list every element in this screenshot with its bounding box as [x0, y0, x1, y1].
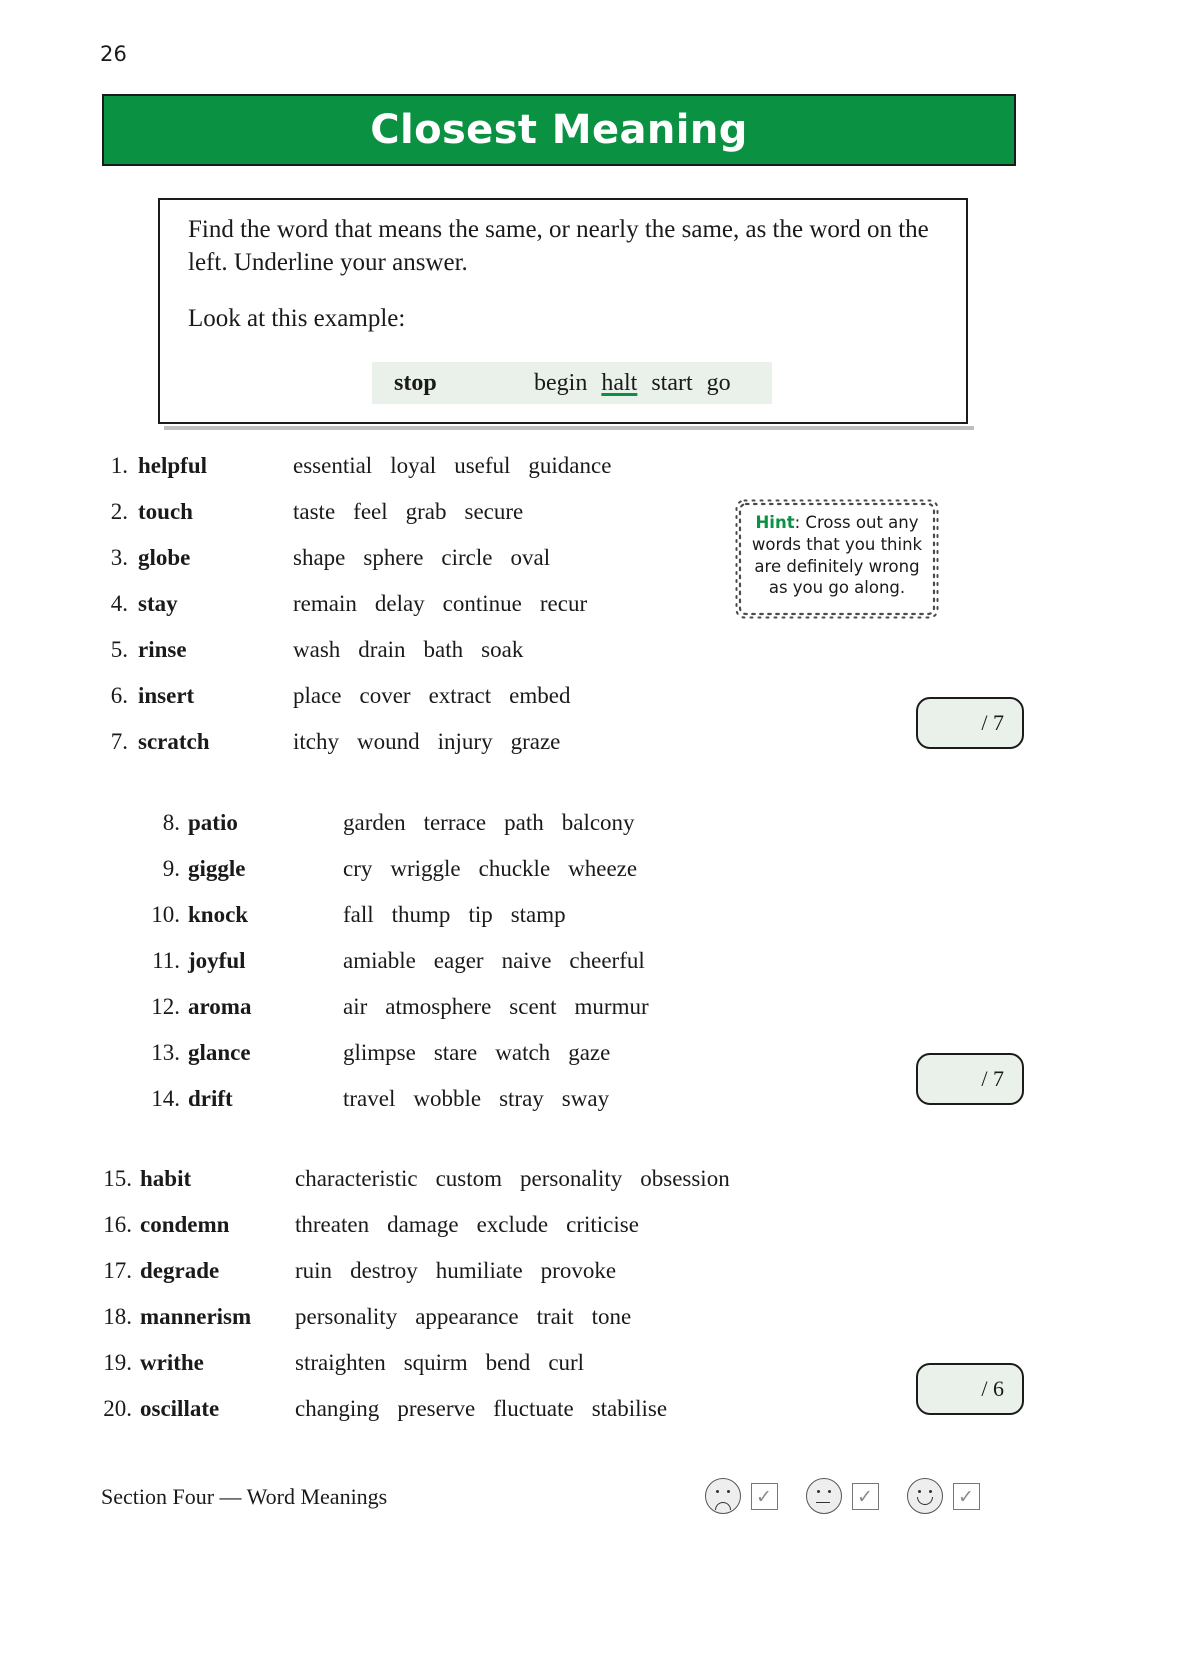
- question-option[interactable]: straighten: [295, 1350, 386, 1375]
- question-number: 5.: [110, 637, 128, 662]
- question-options: [295, 1166, 730, 1192]
- score-box-group-3[interactable]: / 6: [916, 1363, 1024, 1415]
- question-options: [295, 1396, 667, 1422]
- question-number: 13.: [151, 1040, 180, 1065]
- question-row: [100, 637, 611, 683]
- hint-label: Hint: [755, 513, 795, 532]
- question-option[interactable]: sphere: [363, 545, 424, 570]
- question-option[interactable]: extract: [428, 683, 492, 708]
- question-option[interactable]: squirm: [403, 1350, 468, 1375]
- question-option[interactable]: chuckle: [478, 856, 551, 881]
- checkbox-happy[interactable]: [953, 1483, 980, 1510]
- question-headword: condemn: [140, 1212, 230, 1237]
- question-options: [343, 948, 645, 974]
- question-headword: patio: [188, 810, 238, 835]
- question-headword: writhe: [140, 1350, 204, 1375]
- question-option[interactable]: wash: [293, 637, 341, 662]
- question-option[interactable]: cover: [359, 683, 411, 708]
- question-option[interactable]: place: [293, 683, 342, 708]
- question-number: 4.: [110, 591, 128, 616]
- self-assessment-happy[interactable]: [907, 1478, 980, 1514]
- question-option[interactable]: threaten: [295, 1212, 370, 1237]
- question-option[interactable]: grab: [405, 499, 447, 524]
- question-option[interactable]: personality: [295, 1304, 398, 1329]
- question-option[interactable]: personality: [520, 1166, 623, 1191]
- question-option[interactable]: fluctuate: [493, 1396, 574, 1421]
- question-option[interactable]: path: [504, 810, 544, 835]
- eye-left: [918, 1490, 921, 1493]
- instruction-line-2: Look at this example:: [188, 305, 406, 332]
- question-option[interactable]: tip: [468, 902, 493, 927]
- footer-self-assessment: [705, 1478, 980, 1514]
- question-option[interactable]: shape: [293, 545, 346, 570]
- question-number: 2.: [110, 499, 128, 524]
- question-group-1: [100, 453, 611, 775]
- eye-left: [817, 1490, 820, 1493]
- neutral-face-icon: [806, 1478, 842, 1514]
- question-options: [295, 1258, 616, 1284]
- question-row: [100, 1350, 730, 1396]
- question-option[interactable]: murmur: [574, 994, 649, 1019]
- question-headword: touch: [138, 499, 193, 524]
- question-row: [100, 1304, 730, 1350]
- question-row: [148, 994, 649, 1040]
- question-option[interactable]: naive: [501, 948, 552, 973]
- question-option[interactable]: embed: [509, 683, 571, 708]
- question-row: [100, 1166, 730, 1212]
- question-options: [293, 545, 550, 571]
- question-number: 18.: [103, 1304, 132, 1329]
- question-option[interactable]: tone: [591, 1304, 632, 1329]
- mouth: [917, 1497, 933, 1505]
- question-option[interactable]: cheerful: [569, 948, 645, 973]
- question-row: [148, 856, 649, 902]
- question-row: [100, 1212, 730, 1258]
- question-headword: helpful: [138, 453, 208, 478]
- question-option[interactable]: scent: [509, 994, 557, 1019]
- question-options: [295, 1212, 639, 1238]
- question-option[interactable]: wriggle: [390, 856, 461, 881]
- question-headword: glance: [188, 1040, 251, 1065]
- question-option[interactable]: bend: [485, 1350, 531, 1375]
- question-row: [100, 729, 611, 775]
- question-row: [148, 902, 649, 948]
- question-option[interactable]: injury: [437, 729, 493, 754]
- question-option[interactable]: gaze: [568, 1040, 611, 1065]
- question-row: [100, 453, 611, 499]
- question-option[interactable]: wheeze: [568, 856, 638, 881]
- eye-right: [929, 1490, 932, 1493]
- happy-face-icon: [907, 1478, 943, 1514]
- question-row: [100, 499, 611, 545]
- question-option[interactable]: loyal: [390, 453, 437, 478]
- mouth: [715, 1502, 731, 1510]
- question-headword: knock: [188, 902, 249, 927]
- question-headword: insert: [138, 683, 195, 708]
- question-number: 12.: [151, 994, 180, 1019]
- question-row: [100, 1258, 730, 1304]
- question-options: [293, 453, 611, 479]
- question-option[interactable]: characteristic: [295, 1166, 418, 1191]
- question-option[interactable]: watch: [495, 1040, 551, 1065]
- question-headword: aroma: [188, 994, 252, 1019]
- question-option[interactable]: eager: [433, 948, 484, 973]
- question-headword: drift: [188, 1086, 233, 1111]
- question-number: 20.: [103, 1396, 132, 1421]
- question-options: [343, 902, 566, 928]
- example-options: [534, 370, 731, 397]
- question-options: [293, 499, 523, 525]
- question-option[interactable]: stamp: [510, 902, 566, 927]
- footer-section-label: Section Four — Word Meanings: [101, 1484, 388, 1509]
- question-headword: giggle: [188, 856, 246, 881]
- question-option[interactable]: itchy: [293, 729, 339, 754]
- question-options: [293, 591, 587, 617]
- question-options: [343, 994, 649, 1020]
- question-number: 11.: [152, 948, 180, 973]
- checkbox-neutral[interactable]: [852, 1483, 879, 1510]
- question-option[interactable]: delay: [374, 591, 425, 616]
- question-options: [293, 637, 523, 663]
- question-option[interactable]: sway: [561, 1086, 610, 1111]
- example-headword: stop: [394, 369, 437, 396]
- question-row: [100, 1396, 730, 1442]
- question-option[interactable]: oval: [510, 545, 551, 570]
- question-group-3: [100, 1166, 730, 1442]
- question-option[interactable]: guidance: [528, 453, 612, 478]
- question-row: [148, 1086, 649, 1132]
- question-option[interactable]: graze: [510, 729, 561, 754]
- question-option[interactable]: taste: [293, 499, 336, 524]
- question-option[interactable]: essential: [293, 453, 373, 478]
- hint-separator: :: [794, 513, 801, 532]
- question-option[interactable]: secure: [464, 499, 524, 524]
- question-headword: mannerism: [140, 1304, 252, 1329]
- question-option[interactable]: glimpse: [343, 1040, 416, 1065]
- question-options: [295, 1350, 584, 1376]
- example-row: [372, 362, 772, 404]
- question-option[interactable]: curl: [548, 1350, 585, 1375]
- check-icon: ✓: [756, 1485, 772, 1508]
- question-option[interactable]: stabilise: [591, 1396, 668, 1421]
- page-title-banner: [102, 94, 1016, 166]
- question-option[interactable]: feel: [353, 499, 388, 524]
- question-option[interactable]: remain: [293, 591, 357, 616]
- question-number: 9.: [162, 856, 180, 881]
- example-option-answer: halt: [601, 369, 638, 396]
- page-title: Closest Meaning: [370, 107, 748, 153]
- question-number: 19.: [103, 1350, 132, 1375]
- question-options: [343, 1040, 610, 1066]
- question-option[interactable]: preserve: [397, 1396, 476, 1421]
- box-shadow: [164, 426, 974, 430]
- self-assessment-neutral[interactable]: [806, 1478, 879, 1514]
- question-headword: oscillate: [140, 1396, 220, 1421]
- question-headword: rinse: [138, 637, 187, 662]
- question-option[interactable]: custom: [435, 1166, 503, 1191]
- question-headword: habit: [140, 1166, 192, 1191]
- question-option[interactable]: terrace: [423, 810, 487, 835]
- question-option[interactable]: stray: [499, 1086, 544, 1111]
- instruction-line-1: Find the word that means the same, or nearly the same, as the word on the left. Underline your answer.: [188, 216, 929, 276]
- example-option: begin: [534, 369, 588, 396]
- question-number: 16.: [103, 1212, 132, 1237]
- question-number: 6.: [110, 683, 128, 708]
- sad-face-icon: [705, 1478, 741, 1514]
- question-options: [293, 729, 560, 755]
- question-number: 17.: [103, 1258, 132, 1283]
- question-option[interactable]: stare: [433, 1040, 478, 1065]
- question-option[interactable]: thump: [391, 902, 451, 927]
- question-row: [148, 810, 649, 856]
- question-option[interactable]: criticise: [566, 1212, 639, 1237]
- question-number: 14.: [151, 1086, 180, 1111]
- question-option[interactable]: soak: [481, 637, 524, 662]
- question-option[interactable]: recur: [539, 591, 588, 616]
- question-options: [295, 1304, 631, 1330]
- eye-left: [716, 1490, 719, 1493]
- question-option[interactable]: circle: [441, 545, 493, 570]
- check-icon: ✓: [958, 1485, 974, 1508]
- question-option[interactable]: travel: [343, 1086, 396, 1111]
- eye-right: [828, 1490, 831, 1493]
- question-number: 8.: [162, 810, 180, 835]
- question-number: 15.: [103, 1166, 132, 1191]
- mouth: [816, 1502, 830, 1503]
- question-option[interactable]: atmosphere: [385, 994, 492, 1019]
- instruction-box: [158, 198, 968, 424]
- question-option[interactable]: drain: [358, 637, 406, 662]
- question-option[interactable]: air: [343, 994, 368, 1019]
- example-option: go: [706, 369, 731, 396]
- question-option[interactable]: amiable: [343, 948, 416, 973]
- question-option[interactable]: damage: [387, 1212, 459, 1237]
- question-group-2: [148, 810, 649, 1132]
- question-number: 3.: [110, 545, 128, 570]
- question-option[interactable]: bath: [423, 637, 464, 662]
- question-options: [343, 856, 637, 882]
- question-row: [100, 591, 611, 637]
- question-option[interactable]: changing: [295, 1396, 380, 1421]
- question-option[interactable]: obsession: [640, 1166, 730, 1191]
- checkbox-sad[interactable]: [751, 1483, 778, 1510]
- question-option[interactable]: fall: [343, 902, 374, 927]
- question-headword: joyful: [188, 948, 246, 973]
- question-options: [343, 1086, 609, 1112]
- example-option: start: [651, 369, 693, 396]
- hint-text: Cross out any words that you think are definitely wrong as you go along.: [751, 513, 923, 598]
- question-option[interactable]: ruin: [295, 1258, 333, 1283]
- question-option[interactable]: garden: [343, 810, 406, 835]
- question-row: [148, 948, 649, 994]
- question-number: 7.: [110, 729, 128, 754]
- question-row: [148, 1040, 649, 1086]
- question-option[interactable]: humiliate: [435, 1258, 523, 1283]
- question-headword: scratch: [138, 729, 210, 754]
- question-option[interactable]: trait: [536, 1304, 574, 1329]
- question-option[interactable]: wobble: [413, 1086, 482, 1111]
- question-option[interactable]: continue: [442, 591, 522, 616]
- question-number: 1.: [110, 453, 128, 478]
- hint-box: [734, 498, 940, 620]
- question-option[interactable]: useful: [454, 453, 511, 478]
- page-number: 26: [100, 42, 128, 66]
- question-options: [293, 683, 570, 709]
- score-box-group-1[interactable]: / 7: [916, 697, 1024, 749]
- score-box-group-2[interactable]: / 7: [916, 1053, 1024, 1105]
- question-option[interactable]: wound: [357, 729, 420, 754]
- question-options: [343, 810, 635, 836]
- question-option[interactable]: exclude: [476, 1212, 549, 1237]
- question-option[interactable]: destroy: [350, 1258, 418, 1283]
- question-headword: globe: [138, 545, 191, 570]
- question-headword: stay: [138, 591, 178, 616]
- question-option[interactable]: provoke: [540, 1258, 617, 1283]
- question-number: 10.: [151, 902, 180, 927]
- question-option[interactable]: balcony: [561, 810, 635, 835]
- question-row: [100, 545, 611, 591]
- question-option[interactable]: appearance: [415, 1304, 519, 1329]
- question-row: [100, 683, 611, 729]
- self-assessment-sad[interactable]: [705, 1478, 778, 1514]
- question-headword: degrade: [140, 1258, 220, 1283]
- question-option[interactable]: cry: [343, 856, 373, 881]
- eye-right: [727, 1490, 730, 1493]
- check-icon: ✓: [857, 1485, 873, 1508]
